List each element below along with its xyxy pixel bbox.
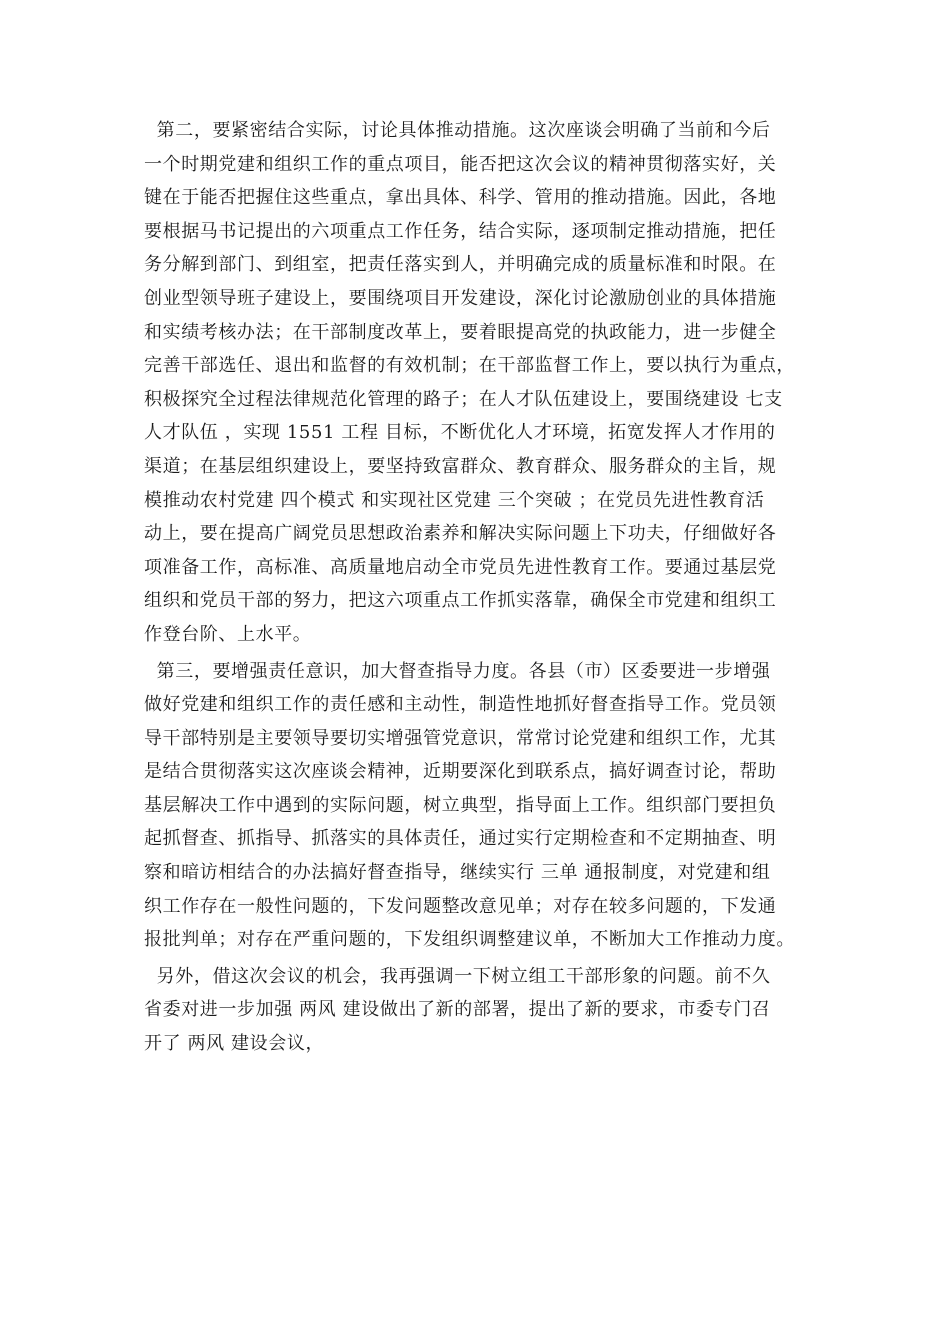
text-line: 创业型领导班子建设上，要围绕项目开发建设，深化讨论激励创业的具体措施 <box>144 287 777 309</box>
text-line: 开了 两风 建设会议， <box>144 1033 325 1055</box>
text-line: 项准备工作，高标准、高质量地启动全市党员先进性教育工作。要通过基层党 <box>144 556 777 578</box>
text-line: 模推动农村党建 四个模式 和实现社区党建 三个突破 ；在党员先进性教育活 <box>144 489 765 511</box>
text-line: 动上，要在提高广阔党员思想政治素养和解决实际问题上下功夫，仔细做好各 <box>144 523 777 545</box>
text-line: 导干部特别是主要领导要切实增强管党意识，常常讨论党建和组织工作，尤其 <box>144 727 777 749</box>
paragraph-third-point <box>144 655 804 957</box>
text-line: 基层解决工作中遇到的实际问题，树立典型，指导面上工作。组织部门要担负 <box>144 794 777 816</box>
text-line: 要根据马书记提出的六项重点工作任务，结合实际，逐项制定推动措施，把任 <box>144 220 777 242</box>
text-line: 键在于能否把握住这些重点，拿出具体、科学、管用的推动措施。因此，各地 <box>144 187 777 209</box>
document-body <box>144 114 804 1061</box>
text-line: 积极探究全过程法律规范化管理的路子；在人才队伍建设上，要围绕建设 七支 <box>144 388 783 410</box>
paragraph-second-point <box>144 114 804 652</box>
text-line: 组织和党员干部的努力，把这六项重点工作抓实落靠，确保全市党建和组织工 <box>144 590 777 612</box>
text-line: 织工作存在一般性问题的，下发问题整改意见单；对存在较多问题的，下发通 <box>144 895 777 917</box>
text-line: 察和暗访相结合的办法搞好督查指导，继续实行 三单 通报制度，对党建和组 <box>144 862 771 884</box>
text-line: 作登台阶、上水平。 <box>144 623 312 645</box>
text-line: 是结合贯彻落实这次座谈会精神，近期要深化到联系点，搞好调查讨论，帮助 <box>144 761 777 783</box>
text-line: 做好党建和组织工作的责任感和主动性，制造性地抓好督查指导工作。党员领 <box>144 694 777 716</box>
text-line: 渠道；在基层组织建设上，要坚持致富群众、教育群众、服务群众的主旨，规 <box>144 455 777 477</box>
text-line: 和实绩考核办法；在干部制度改革上，要着眼提高党的执政能力，进一步健全 <box>144 321 777 343</box>
text-line: 第二，要紧密结合实际，讨论具体推动措施。这次座谈会明确了当前和今后 <box>144 120 771 141</box>
text-line: 起抓督查、抓指导、抓落实的具体责任，通过实行定期检查和不定期抽查、明 <box>144 828 777 850</box>
text-line: 一个时期党建和组织工作的重点项目，能否把这次会议的精神贯彻落实好，关 <box>144 153 777 175</box>
text-line: 务分解到部门、到组室，把责任落实到人，并明确完成的质量标准和时限。在 <box>144 254 777 276</box>
text-line: 省委对进一步加强 两风 建设做出了新的部署，提出了新的要求，市委专门召 <box>144 999 771 1021</box>
text-line: 另外，借这次会议的机会，我再强调一下树立组工干部形象的问题。前不久 <box>144 965 771 987</box>
text-line: 报批判单；对存在严重问题的，下发组织调整建议单，不断加大工作推动力度。 <box>144 929 795 951</box>
text-line: 人才队伍 ，实现 1551 工程 目标，不断优化人才环境，拓宽发挥人才作用的 <box>144 422 776 444</box>
paragraph-additional <box>144 960 804 1061</box>
text-line: 完善干部选任、退出和监督的有效机制；在干部监督工作上，要以执行为重点， <box>144 355 795 377</box>
text-line: 第三，要增强责任意识，加大督查指导力度。各县（市）区委要进一步增强 <box>144 660 771 682</box>
